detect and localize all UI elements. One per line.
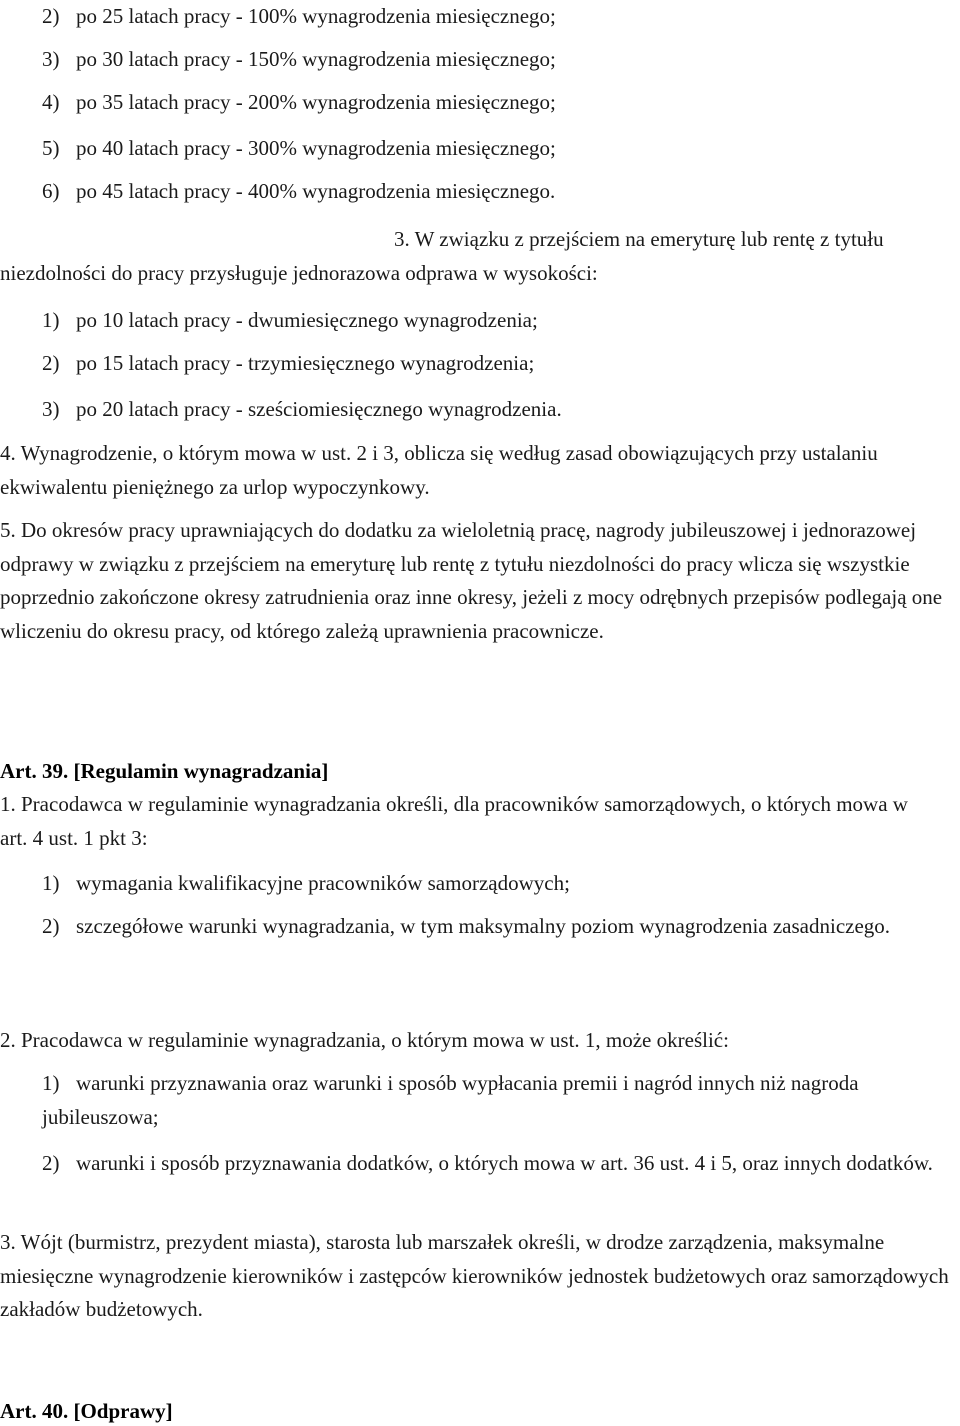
list-number: 2) [42, 351, 60, 375]
list-text: po 20 latach pracy - sześciomiesięcznego wynagrodzenia. [76, 397, 562, 421]
list-number: 2) [42, 1151, 60, 1175]
list-item [42, 6, 556, 27]
paragraph-3: 3. W związku z przejściem na emeryturę lub rentę z tytułu niezdolności do pracy przysługuje jednorazowa odprawa w wysokości: [0, 227, 884, 285]
list-item [42, 92, 556, 113]
list-text: warunki i sposób przyznawania dodatków, o których mowa w art. 36 ust. 4 i 5, oraz innych dodatków. [76, 1151, 933, 1175]
list-text: warunki przyznawania oraz warunki i sposób wypłacania premii i nagród innych niż nagroda jubileuszowa; [42, 1071, 859, 1129]
list-item [42, 910, 932, 944]
list-text: po 10 latach pracy - dwumiesięcznego wynagrodzenia; [76, 308, 538, 332]
list-text: po 45 latach pracy - 400% wynagrodzenia miesięcznego. [76, 179, 556, 203]
list-item [42, 49, 556, 70]
list-item [42, 873, 570, 894]
paragraph-5: 5. Do okresów pracy uprawniających do dodatku za wieloletnią pracę, nagrody jubileuszowej i jednorazowej odprawy w związku z przejściem na emeryturę lub rentę z tytułu niezdolności do pracy wlicza się wszystkie poprzednio zakończone okresy zatrudnienia oraz inne okresy, jeżeli z mocy odrębnych przepisów podlegają one wliczeniu do okresu pracy, od którego zależą uprawnienia pracownicze. [0, 518, 943, 643]
list-item [42, 399, 562, 420]
article-39-paragraph-2: 2. Pracodawca w regulaminie wynagradzania, o którym mowa w ust. 1, może określić: [0, 1028, 729, 1052]
list-number: 1) [42, 1071, 60, 1095]
list-text: po 30 latach pracy - 150% wynagrodzenia miesięcznego; [76, 47, 556, 71]
list-item [42, 310, 538, 331]
list-item [42, 181, 555, 202]
list-item [42, 1067, 942, 1134]
list-number: 3) [42, 397, 60, 421]
article-39-paragraph-1: 1. Pracodawca w regulaminie wynagradzania określi, dla pracowników samorządowych, o których mowa w art. 4 ust. 1 pkt 3: [0, 792, 908, 850]
list-number: 6) [42, 179, 60, 203]
list-number: 1) [42, 871, 60, 895]
list-number: 1) [42, 308, 60, 332]
article-39-heading: Art. 39. [Regulamin wynagradzania] [0, 759, 329, 783]
list-number: 3) [42, 47, 60, 71]
list-number: 5) [42, 136, 60, 160]
list-item [42, 1147, 942, 1181]
list-text: po 35 latach pracy - 200% wynagrodzenia miesięcznego; [76, 90, 556, 114]
article-40-heading: Art. 40. [Odprawy] [0, 1399, 173, 1423]
list-text: po 15 latach pracy - trzymiesięcznego wynagrodzenia; [76, 351, 535, 375]
list-text: po 40 latach pracy - 300% wynagrodzenia miesięcznego; [76, 136, 556, 160]
paragraph-4: 4. Wynagrodzenie, o którym mowa w ust. 2 i 3, oblicza się według zasad obowiązujących przy ustalaniu ekwiwalentu pieniężnego za urlop wypoczynkowy. [0, 441, 878, 499]
list-text: wymagania kwalifikacyjne pracowników samorządowych; [76, 871, 570, 895]
article-39-paragraph-3: 3. Wójt (burmistrz, prezydent miasta), starosta lub marszałek określi, w drodze zarządzenia, maksymalne miesięczne wynagrodzenie kierowników i zastępców kierowników jednostek budżetowych oraz samorządowych zakładów budżetowych. [0, 1230, 949, 1321]
list-item [42, 138, 556, 159]
list-number: 2) [42, 4, 60, 28]
list-number: 2) [42, 914, 60, 938]
list-text: szczegółowe warunki wynagradzania, w tym maksymalny poziom wynagrodzenia zasadniczego. [76, 914, 891, 938]
list-text: po 25 latach pracy - 100% wynagrodzenia miesięcznego; [76, 4, 556, 28]
list-item [42, 353, 534, 374]
list-number: 4) [42, 90, 60, 114]
